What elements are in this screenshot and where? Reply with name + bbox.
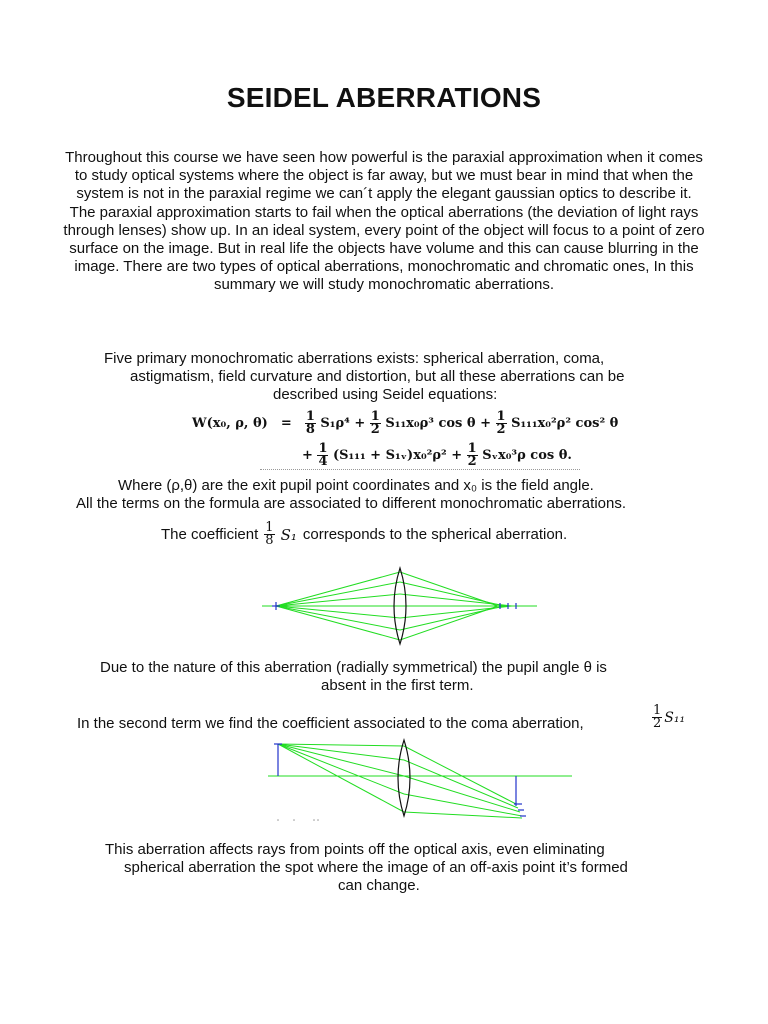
formula-frac-1-4: $\frac{1}{4}$ (318, 441, 328, 469)
nature-line-2: absent in the first term. (321, 677, 474, 694)
coma-coefficient (652, 705, 685, 730)
coefficient-symbol: S₁ (280, 525, 297, 544)
intro-paragraphs (60, 149, 708, 295)
coma-intro-text: In the second term we find the coefficient associated to the coma aberration, (77, 715, 584, 732)
coma-fraction: $\frac{1}{2}$ (653, 703, 662, 731)
where-line-2: All the terms on the formula are associated to different monochromatic aberrations. (76, 495, 626, 512)
five-aberrations-line-2: astigmatism, field curvature and distortion, but all these aberrations can be (130, 368, 625, 385)
page-title: SEIDEL ABERRATIONS (226, 82, 542, 113)
intro-paragraph-2: The paraxial approximation starts to fail when the optical aberrations (the deviation of light rays through lenses) show up. In an ideal system, every point of the object will focus to a point of zero surface on the image. But in real life the objects have volume and this can cause blurring in the image. There are two types of optical aberrations, monochromatic and chromatic ones, In this summary we will study monochromatic aberrations. (63, 203, 705, 294)
nature-line-1: Due to the nature of this aberration (radially symmetrical) the pupil angle θ is (100, 659, 607, 676)
formula-term-5: Sᵥx₀³ρ cos θ. (482, 448, 572, 463)
coefficient-pre: The coefficient (161, 525, 259, 543)
intro-paragraph-1: Throughout this course we have seen how powerful is the paraxial approximation when it comes to study optical systems where the object is far away, but we must bear in mind that when the system is not in the paraxial regime we can´t apply the elegant gaussian optics to describe it. (65, 149, 703, 203)
offaxis-line-1: This aberration affects rays from points off the optical axis, even eliminating (105, 841, 605, 858)
formula-frac-1-2-a: $\frac{1}{2}$ (370, 409, 380, 437)
formula-frac-1-2-b: $\frac{1}{2}$ (496, 409, 506, 437)
coefficient-post: corresponds to the spherical aberration. (302, 525, 568, 543)
coma-aberration-diagram (264, 738, 574, 824)
formula-plus: + (302, 448, 313, 463)
formula-frac-1-8: $\frac{1}{8}$ (305, 409, 315, 437)
coefficient-spherical-line (161, 522, 567, 547)
formula-equals: = (280, 416, 292, 431)
coefficient-fraction: $\frac{1}{8}$ (265, 520, 274, 548)
formula-term-4: (S₁₁₁ + S₁ᵥ)x₀²ρ² + (333, 448, 467, 463)
formula-term-2: S₁₁x₀ρ³ cos θ + (385, 416, 496, 431)
five-aberrations-line-3: described using Seidel equations: (273, 386, 498, 403)
formula-frac-1-2-c: $\frac{1}{2}$ (467, 441, 477, 469)
formula-term-3: S₁₁₁x₀²ρ² cos² θ (511, 416, 619, 431)
offaxis-line-2: spherical aberration the spot where the image of an off-axis point it’s formed (124, 859, 628, 876)
coma-symbol: S₁₁ (664, 709, 686, 726)
offaxis-line-3: can change. (338, 877, 420, 894)
formula-term-1: S₁ρ⁴ + (320, 416, 370, 431)
formula-dotted-rule (260, 469, 580, 470)
where-line-1: Where (ρ,θ) are the exit pupil point coordinates and x₀ is the field angle. (118, 477, 594, 494)
seidel-formula (192, 405, 619, 471)
five-aberrations-line-1: Five primary monochromatic aberrations exists: spherical aberration, coma, (104, 350, 605, 367)
spherical-aberration-diagram (262, 562, 542, 646)
formula-lhs: W(x₀, ρ, θ) (192, 416, 268, 431)
